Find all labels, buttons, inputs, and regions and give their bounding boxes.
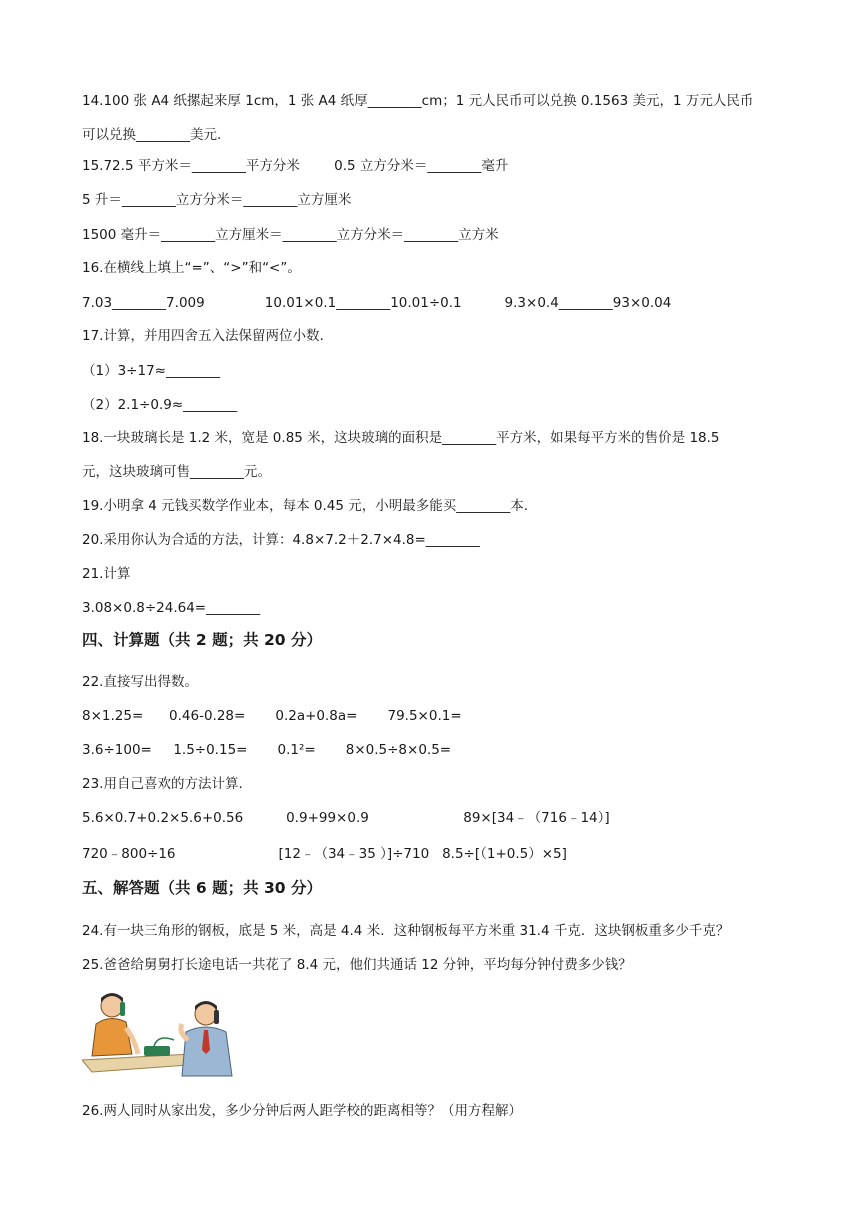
telephone-icon [144, 1046, 170, 1056]
q19: 19.小明拿 4 元钱买数学作业本，每本 0.45 元，小明最多能买________本. [82, 498, 529, 514]
q18-line-1: 18.一块玻璃长是 1.2 米，宽是 0.85 米，这块玻璃的面积是________平方米，如果每平方米的售价是 18.5 [82, 430, 720, 446]
uncle-figure [181, 1001, 232, 1076]
q17-part-1: （1）3÷17≈________ [82, 363, 220, 379]
q23-row-2: 720﹣800÷16 [12﹣（34﹣35 ）]÷710 8.5÷[（1+0.5）×5] [82, 846, 567, 862]
q15-line-2: 5 升＝________立方分米＝________立方厘米 [82, 192, 352, 208]
phone-call-illustration [82, 984, 242, 1088]
q16-items: 7.03________7.009 10.01×0.1________10.01÷0.1 9.3×0.4________93×0.04 [82, 295, 672, 311]
q14-line-1: 14.100 张 A4 纸摞起来厚 1cm，1 张 A4 纸厚________cm；1 元人民币可以兑换 0.1563 美元，1 万元人民币 [82, 93, 754, 109]
q25: 25.爸爸给舅舅打长途电话一共花了 8.4 元，他们共通话 12 分钟，平均每分钟付费多少钱？ [82, 957, 632, 973]
section-4-heading: 四、计算题（共 2 题；共 20 分） [82, 631, 322, 649]
q17-part-2: （2）2.1÷0.9≈________ [82, 397, 238, 413]
q23-row-1: 5.6×0.7+0.2×5.6+0.56 0.9+99×0.9 89×[34﹣（716﹣14）] [82, 810, 610, 826]
q22-row-1: 8×1.25= 0.46-0.28= 0.2a+0.8a= 79.5×0.1= [82, 708, 462, 724]
q24: 24.有一块三角形的钢板，底是 5 米，高是 4.4 米．这种钢板每平方米重 31.4 千克．这块钢板重多少千克？ [82, 923, 730, 939]
section-5-heading: 五、解答题（共 6 题；共 30 分） [82, 879, 322, 897]
q18-line-2: 元，这块玻璃可售________元。 [82, 464, 271, 480]
q15-line-3: 1500 毫升＝________立方厘米＝________立方分米＝________立方米 [82, 227, 499, 243]
q17-title: 17.计算，并用四舍五入法保留两位小数. [82, 328, 324, 344]
q21-expression: 3.08×0.8÷24.64=________ [82, 600, 261, 616]
q20: 20.采用你认为合适的方法，计算：4.8×7.2＋2.7×4.8=________ [82, 532, 480, 548]
q22-title: 22.直接写出得数。 [82, 674, 198, 690]
q16-title: 16.在横线上填上“=”、“>”和“<”。 [82, 260, 301, 276]
q23-title: 23.用自己喜欢的方法计算. [82, 776, 243, 792]
q15-line-1: 15.72.5 平方米＝________平方分米 0.5 立方分米＝________毫升 [82, 158, 509, 174]
q21-title: 21.计算 [82, 566, 131, 582]
q26: 26.两人同时从家出发，多少分钟后两人距学校的距离相等？（用方程解） [82, 1103, 522, 1119]
q22-row-2: 3.6÷100= 1.5÷0.15= 0.1²= 8×0.5÷8×0.5= [82, 742, 452, 758]
dad-figure [92, 993, 138, 1056]
q14-line-2: 可以兑换________美元. [82, 127, 222, 143]
